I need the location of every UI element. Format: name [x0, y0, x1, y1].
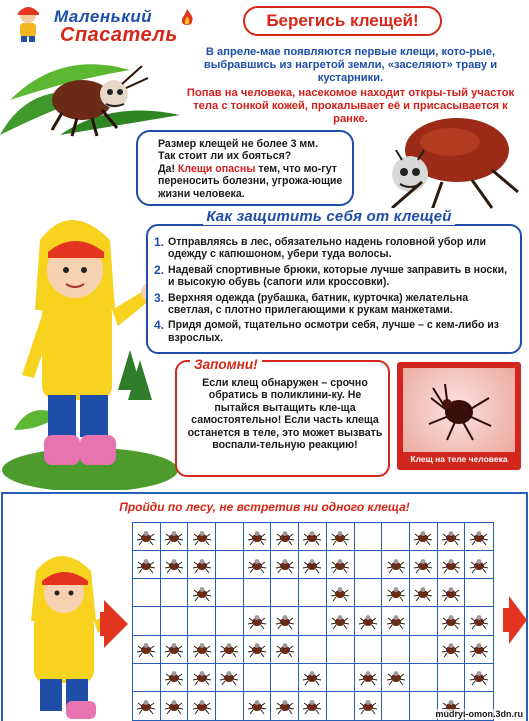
maze-cell[interactable]: [133, 579, 161, 607]
maze-cell[interactable]: [244, 692, 272, 720]
maze-cell[interactable]: [465, 551, 493, 579]
tick-icon: [247, 555, 267, 575]
maze-cell[interactable]: [355, 551, 383, 579]
maze-cell[interactable]: [327, 523, 355, 551]
maze-cell[interactable]: [299, 636, 327, 664]
maze-cell[interactable]: [271, 523, 299, 551]
maze-cell[interactable]: [382, 551, 410, 579]
maze-cell[interactable]: [327, 636, 355, 664]
tick-icon: [386, 583, 406, 603]
maze-cell[interactable]: [271, 579, 299, 607]
maze-cell[interactable]: [133, 636, 161, 664]
maze-cell[interactable]: [244, 579, 272, 607]
tick-icon: [275, 555, 295, 575]
question-line-1: Размер клещей не более 3 мм.: [158, 138, 319, 150]
question-line-2: Так стоит ли их бояться?: [158, 150, 292, 163]
list-item: 2. Надевай спортивные брюки, которые лучше заправить в носки, и высокую обувь (сапоги или кроссовки).: [154, 262, 508, 289]
maze-cell[interactable]: [410, 551, 438, 579]
maze-cell[interactable]: [271, 692, 299, 720]
maze-cell[interactable]: [327, 579, 355, 607]
maze-cell[interactable]: [382, 636, 410, 664]
maze-cell[interactable]: [410, 607, 438, 635]
intro-paragraph-2: Попав на человека, насекомое находит откры-тый участок тела с тонкой кожей, прокалывает её и присасывается к ранке.: [186, 87, 515, 125]
maze-cell[interactable]: [244, 523, 272, 551]
tick-icon: [219, 639, 239, 659]
protection-box: [146, 224, 522, 354]
maze-cell[interactable]: [216, 523, 244, 551]
tick-icon: [164, 667, 184, 687]
tick-icon: [441, 639, 461, 659]
tick-icon: [192, 583, 212, 603]
tick-icon: [441, 611, 461, 631]
protection-tips-list: [154, 236, 512, 344]
tick-icon: [219, 667, 239, 687]
maze-cell[interactable]: [465, 523, 493, 551]
maze-cell[interactable]: [299, 551, 327, 579]
tick-icon: [192, 639, 212, 659]
maze-cell[interactable]: [438, 607, 466, 635]
series-name-bottom: Спасатель: [60, 24, 178, 46]
tick-icon: [247, 696, 267, 716]
maze-cell[interactable]: [438, 551, 466, 579]
maze-cell[interactable]: [161, 579, 189, 607]
exit-arrow-icon: [509, 596, 527, 644]
maze-cell[interactable]: [188, 692, 216, 720]
maze-cell[interactable]: [299, 607, 327, 635]
maze-cell[interactable]: [382, 692, 410, 720]
maze-cell[interactable]: [161, 664, 189, 692]
tick-photo: [397, 362, 521, 470]
maze-cell[interactable]: [410, 636, 438, 664]
maze-cell[interactable]: [327, 607, 355, 635]
maze-cell[interactable]: [355, 607, 383, 635]
remember-text: Если клещ обнаружен – срочно обратись в поликлини-ку. Не пытайся вытащить кле-ща самостоятельно! Если часть клеща останется в теле, это может вызвать воспали-тельную реакцию!: [187, 377, 383, 452]
intro-paragraph-1: В апреле-мае появляются первые клещи, кото-рые, выбравшись из нагретой земли, «заселяют» траву и кустарники.: [203, 46, 498, 84]
tick-icon: [469, 611, 489, 631]
maze-cell[interactable]: [355, 579, 383, 607]
list-item: 3. Верхняя одежда (рубашка, батник, курточка) желательна светлая, с плотно прилегающими к рукам манжетами.: [154, 290, 469, 317]
tick-icon: [136, 555, 156, 575]
tick-icon: [302, 527, 322, 547]
beetle-icon: [42, 58, 152, 138]
tick-on-skin-icon: [403, 368, 515, 452]
title-plate: [243, 6, 442, 36]
maze-cell[interactable]: [299, 523, 327, 551]
maze-cell[interactable]: [188, 551, 216, 579]
tick-icon: [386, 611, 406, 631]
maze-cell[interactable]: [410, 579, 438, 607]
list-item: 4. Придя домой, тщательно осмотри себя, лучше – с кем-либо из взрослых.: [154, 318, 500, 344]
tick-icon: [247, 527, 267, 547]
maze-cell[interactable]: [244, 636, 272, 664]
tick-icon: [386, 667, 406, 687]
maze-cell[interactable]: [382, 523, 410, 551]
maze-cell[interactable]: [133, 664, 161, 692]
maze-cell[interactable]: [465, 636, 493, 664]
tick-icon: [302, 555, 322, 575]
tick-icon: [469, 639, 489, 659]
maze-cell[interactable]: [188, 636, 216, 664]
maze-cell[interactable]: [410, 523, 438, 551]
tick-icon: [136, 639, 156, 659]
tick-icon: [275, 611, 295, 631]
tick-photo-image: [403, 368, 515, 452]
page-title: Берегись клещей!: [266, 11, 419, 30]
tick-icon: [330, 527, 350, 547]
maze-cell[interactable]: [299, 692, 327, 720]
maze-cell[interactable]: [133, 523, 161, 551]
tick-icon: [469, 555, 489, 575]
maze-cell[interactable]: [382, 664, 410, 692]
tick-icon: [275, 696, 295, 716]
maze-cell[interactable]: [299, 664, 327, 692]
maze-cell[interactable]: [355, 523, 383, 551]
tick-icon: [469, 667, 489, 687]
maze-cell[interactable]: [327, 551, 355, 579]
tick-icon: [136, 527, 156, 547]
maze-cell[interactable]: [438, 579, 466, 607]
tick-icon: [441, 527, 461, 547]
tick-icon: [275, 527, 295, 547]
tick-icon: [302, 667, 322, 687]
maze-cell[interactable]: [382, 579, 410, 607]
maze-cell[interactable]: [382, 607, 410, 635]
maze-cell[interactable]: [355, 636, 383, 664]
maze-cell[interactable]: [133, 607, 161, 635]
maze-cell[interactable]: [216, 607, 244, 635]
maze-cell[interactable]: [161, 692, 189, 720]
maze-cell[interactable]: [244, 551, 272, 579]
maze-cell[interactable]: [161, 636, 189, 664]
maze-cell[interactable]: [161, 551, 189, 579]
maze-cell[interactable]: [410, 664, 438, 692]
maze-cell[interactable]: [161, 607, 189, 635]
maze-cell[interactable]: [216, 692, 244, 720]
tick-icon: [247, 611, 267, 631]
tick-icon: [330, 611, 350, 631]
maze-cell[interactable]: [438, 636, 466, 664]
maze-cell[interactable]: [271, 636, 299, 664]
maze-cell[interactable]: [465, 607, 493, 635]
tick-icon: [330, 583, 350, 603]
maze-cell[interactable]: [327, 692, 355, 720]
tick-icon: [358, 611, 378, 631]
remember-title: Запомни!: [190, 357, 262, 372]
tick-photo-caption: Клещ на теле человека: [410, 454, 508, 464]
tick-icon: [192, 667, 212, 687]
tick-icon: [164, 555, 184, 575]
tick-icon: [358, 696, 378, 716]
maze-cell[interactable]: [327, 664, 355, 692]
question-answer: Да! Клещи опасны тем, что мо-гут переносить болезни, угрожа-ющие жизни человека.: [158, 162, 343, 200]
maze-cell[interactable]: [216, 636, 244, 664]
tick-icon: [164, 527, 184, 547]
maze-cell[interactable]: [299, 579, 327, 607]
maze-cell[interactable]: [216, 579, 244, 607]
protection-title: Как защитить себя от клещей: [203, 208, 455, 225]
maze-cell[interactable]: [244, 607, 272, 635]
maze-cell[interactable]: [438, 664, 466, 692]
entry-arrow-icon: [104, 600, 128, 648]
maze-cell[interactable]: [133, 551, 161, 579]
tick-icon: [413, 555, 433, 575]
tick-icon: [164, 696, 184, 716]
series-logo: [8, 3, 198, 46]
maze-cell[interactable]: [355, 664, 383, 692]
tick-icon: [413, 527, 433, 547]
tick-icon: [441, 555, 461, 575]
tick-icon: [275, 639, 295, 659]
tick-icon: [386, 555, 406, 575]
danger-highlight: Клещи опасны: [177, 162, 256, 175]
tick-icon: [330, 555, 350, 575]
maze-cell[interactable]: [161, 523, 189, 551]
tick-icon: [302, 696, 322, 716]
flame-icon: [180, 9, 194, 27]
maze-cell[interactable]: [188, 523, 216, 551]
tick-icon: [136, 696, 156, 716]
maze-game-title: Пройди по лесу, не встретив ни одного клеща!: [119, 500, 410, 514]
tick-icon: [413, 583, 433, 603]
maze-cell[interactable]: [216, 551, 244, 579]
list-item: 1. Отправляясь в лес, обязательно надень головной убор или одежду с капюшоном, убери туда волосы.: [154, 235, 487, 261]
maze-cell[interactable]: [271, 551, 299, 579]
maze-cell[interactable]: [438, 523, 466, 551]
maze-grid: [132, 522, 494, 721]
tick-icon: [247, 639, 267, 659]
maze-cell[interactable]: [271, 607, 299, 635]
maze-cell[interactable]: [465, 664, 493, 692]
watermark: mudryi-omon.3dn.ru: [435, 709, 523, 719]
maze-cell[interactable]: [271, 664, 299, 692]
maze-cell[interactable]: [133, 692, 161, 720]
tick-icon: [192, 696, 212, 716]
question-box: [136, 130, 354, 206]
tick-icon: [192, 527, 212, 547]
tick-icon: [358, 667, 378, 687]
maze-cell[interactable]: [465, 579, 493, 607]
tick-icon: [192, 555, 212, 575]
tick-icon: [469, 527, 489, 547]
rescuer-mascot-icon: [8, 3, 52, 43]
maze-cell[interactable]: [188, 664, 216, 692]
maze-cell[interactable]: [188, 579, 216, 607]
maze-cell[interactable]: [355, 692, 383, 720]
maze-cell[interactable]: [216, 664, 244, 692]
maze-cell[interactable]: [244, 664, 272, 692]
series-name-top: Маленький: [54, 7, 153, 26]
tick-character-icon: [362, 112, 522, 212]
tick-icon: [441, 583, 461, 603]
tick-icon: [164, 639, 184, 659]
maze-cell[interactable]: [188, 607, 216, 635]
